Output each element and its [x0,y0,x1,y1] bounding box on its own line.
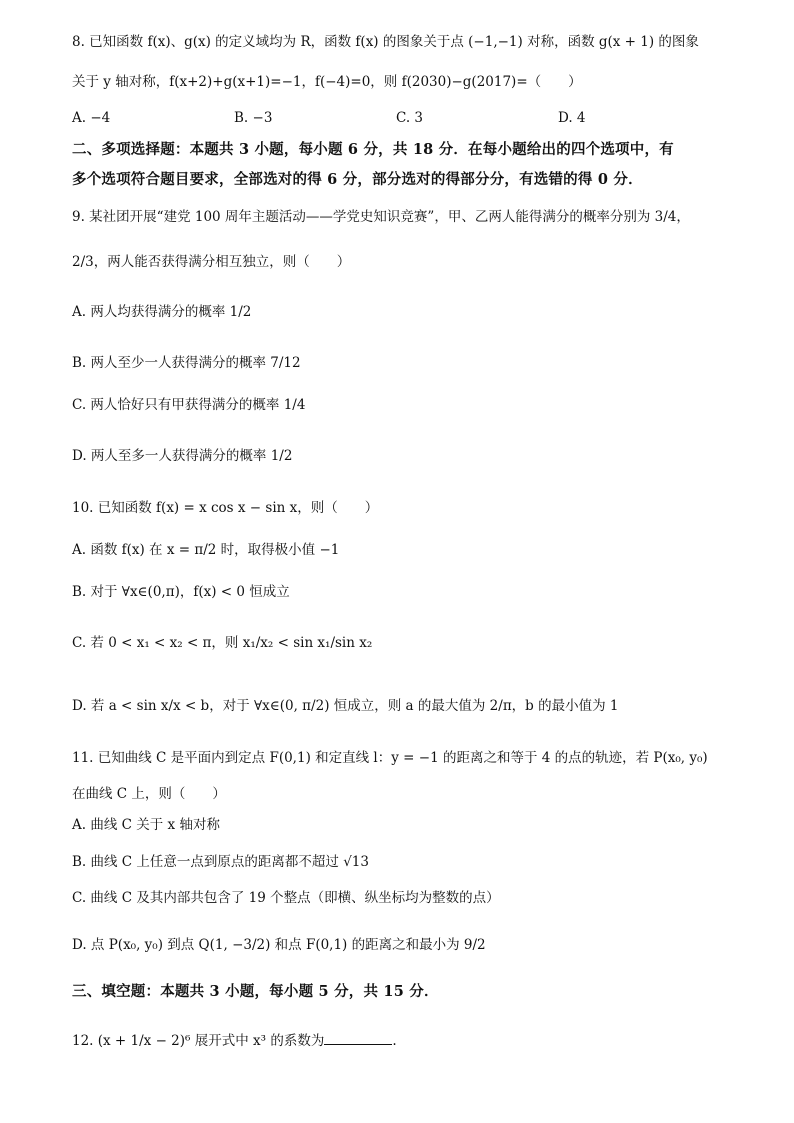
q10-stem: 10. 已知函数 f(x) = x cos x − sin x，则（ ） [72,500,379,516]
q9-stem-line-2: 2/3，两人能否获得满分相互独立，则（ ） [72,254,351,270]
q11-option-a[interactable]: A. 曲线 C 关于 x 轴对称 [72,817,220,833]
section-2-heading-line-2: 多个选项符合题目要求，全部选对的得 6 分，部分选对的得部分分，有选错的得 0 分． [72,171,643,188]
q11-stem-line-2: 在曲线 C 上，则（ ） [72,786,226,802]
q12-answer-blank[interactable] [324,1030,392,1045]
q8-option-a[interactable]: A. −4 [72,110,111,126]
q9-option-d[interactable]: D. 两人至多一人获得满分的概率 1/2 [72,448,293,464]
q8-option-d[interactable]: D. 4 [558,110,586,126]
q12-text: 12. (x + 1/x − 2)⁶ 展开式中 x³ 的系数为 [72,1033,325,1049]
q8-option-b[interactable]: B. −3 [234,110,273,126]
section-3-heading: 三、填空题：本题共 3 小题，每小题 5 分，共 15 分． [72,983,439,1000]
q10-option-d[interactable]: D. 若 a < sin x/x < b，对于 ∀x∈(0, π/2) 恒成立，则 a 的最大值为 2/π，b 的最小值为 1 [72,698,619,714]
q12-stem [72,1030,397,1051]
q10-option-a[interactable]: A. 函数 f(x) 在 x = π/2 时，取得极小值 −1 [72,542,340,558]
q8-stem-line-1: 8. 已知函数 f(x)、g(x) 的定义域均为 R，函数 f(x) 的图象关于点 (−1,−1) 对称，函数 g(x + 1) 的图象 [72,34,699,50]
q11-option-c[interactable]: C. 曲线 C 及其内部共包含了 19 个整点（即横、纵坐标均为整数的点） [72,890,500,906]
section-2-heading-line-1: 二、多项选择题：本题共 3 小题，每小题 6 分，共 18 分．在每小题给出的四个选项中，有 [72,141,674,158]
q8-stem-line-2: 关于 y 轴对称，f(x+2)+g(x+1)=−1，f(−4)=0，则 f(2030)−g(2017)=（ ） [72,74,582,90]
q10-option-b[interactable]: B. 对于 ∀x∈(0,π)，f(x) < 0 恒成立 [72,584,290,600]
q9-option-a[interactable]: A. 两人均获得满分的概率 1/2 [72,304,252,320]
q10-option-c[interactable]: C. 若 0 < x₁ < x₂ < π，则 x₁/x₂ < sin x₁/sin x₂ [72,635,373,651]
q11-option-d[interactable]: D. 点 P(x₀, y₀) 到点 Q(1, −3/2) 和点 F(0,1) 的距离之和最小为 9/2 [72,937,486,953]
q9-stem-line-1: 9. 某社团开展“建党 100 周年主题活动——学党史知识竞赛”，甲、乙两人能得满分的概率分别为 3/4， [72,209,690,225]
q8-option-c[interactable]: C. 3 [396,110,424,126]
q11-stem-line-1: 11. 已知曲线 C 是平面内到定点 F(0,1) 和定直线 l：y = −1 的距离之和等于 4 的点的轨迹，若 P(x₀, y₀) [72,750,708,766]
q9-option-b[interactable]: B. 两人至少一人获得满分的概率 7/12 [72,355,301,371]
q11-option-b[interactable]: B. 曲线 C 上任意一点到原点的距离都不超过 √13 [72,854,369,870]
q9-option-c[interactable]: C. 两人恰好只有甲获得满分的概率 1/4 [72,397,306,413]
q12-end-period: . [392,1033,397,1049]
